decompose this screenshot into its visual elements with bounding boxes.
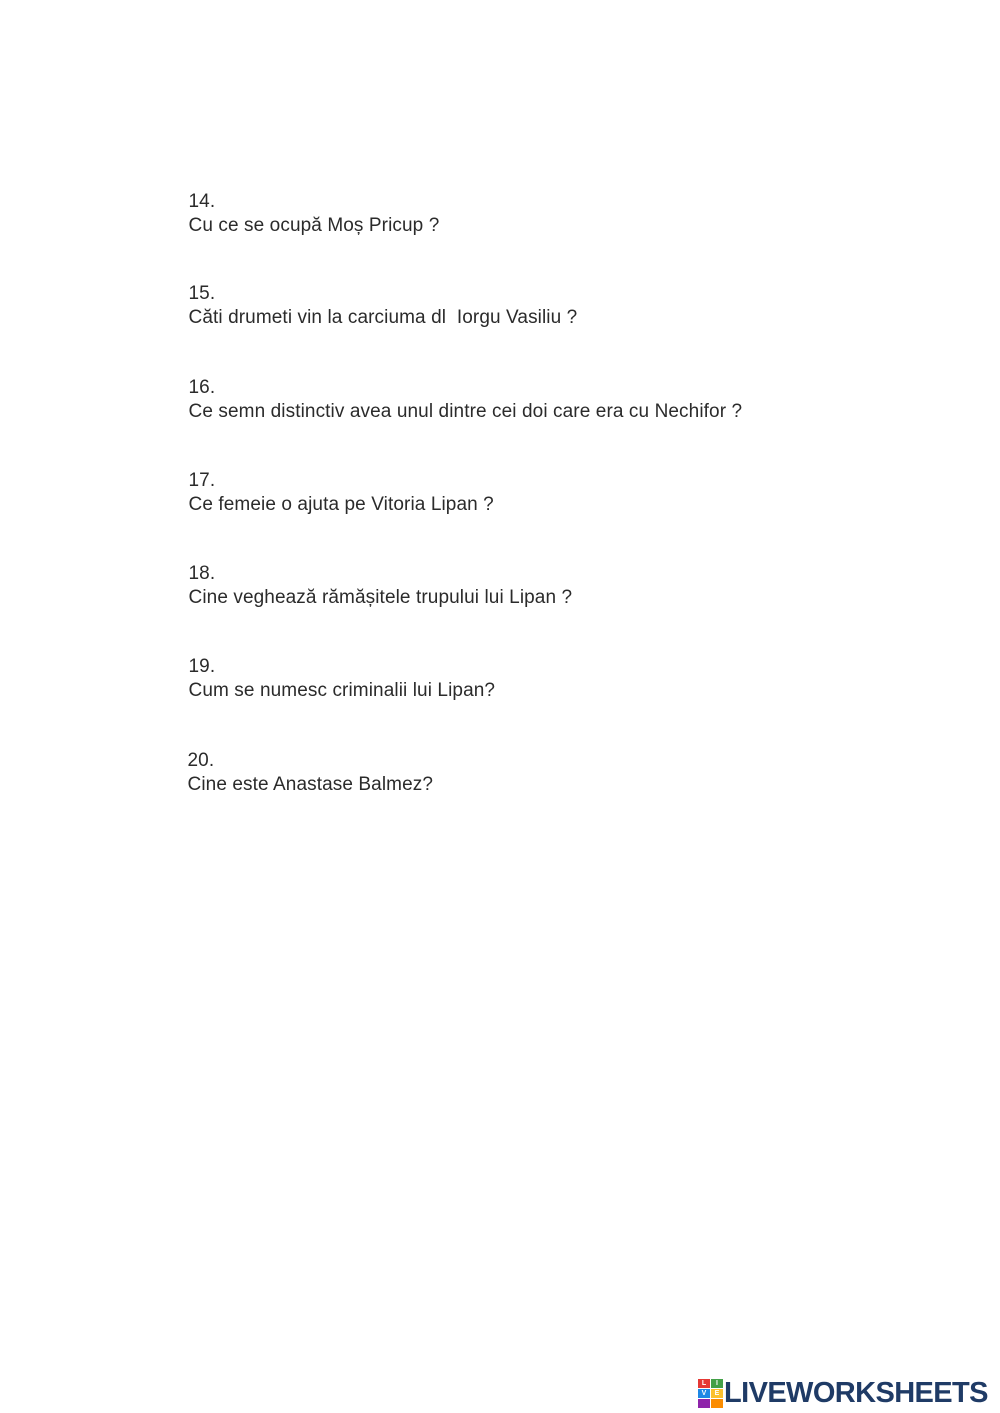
question-17 <box>167 445 494 541</box>
question-number: 18. <box>188 563 216 584</box>
question-text: Cu ce se ocupă Moș Pricup ? <box>188 215 440 236</box>
question-text: Ce semn distinctiv avea unul dintre cei doi care era cu Nechifor ? <box>188 401 743 422</box>
question-text: Ce femeie o ajuta pe Vitoria Lipan ? <box>188 494 494 515</box>
question-number: 19. <box>188 656 216 677</box>
question-text: Cine veghează rămășitele trupului lui Lipan ? <box>188 587 573 608</box>
logo-letter-e: E <box>711 1389 723 1398</box>
question-15 <box>167 258 577 354</box>
liveworksheets-watermark <box>698 1377 988 1409</box>
question-16 <box>167 352 742 448</box>
question-number: 15. <box>188 283 216 304</box>
question-text: Cine este Anastase Balmez? <box>187 774 434 795</box>
question-text: Căti drumeti vin la carciuma dl Iorgu Vasiliu ? <box>188 307 578 328</box>
question-number: 16. <box>188 377 216 398</box>
brand-name: LIVEWORKSHEETS <box>724 1376 988 1409</box>
logo-block <box>711 1399 723 1408</box>
logo-letter-l: L <box>698 1379 710 1388</box>
question-text: Cum se numesc criminalii lui Lipan? <box>188 680 496 701</box>
question-14 <box>167 166 439 262</box>
question-number: 20. <box>187 750 215 771</box>
logo-block <box>698 1399 710 1408</box>
liveworksheets-logo-icon <box>698 1379 722 1407</box>
logo-letter-i: I <box>711 1379 723 1388</box>
question-18 <box>167 538 572 634</box>
question-number: 17. <box>188 470 216 491</box>
logo-letter-v: V <box>698 1389 710 1398</box>
question-20 <box>166 725 433 821</box>
question-number: 14. <box>188 191 216 212</box>
question-19 <box>167 631 495 727</box>
